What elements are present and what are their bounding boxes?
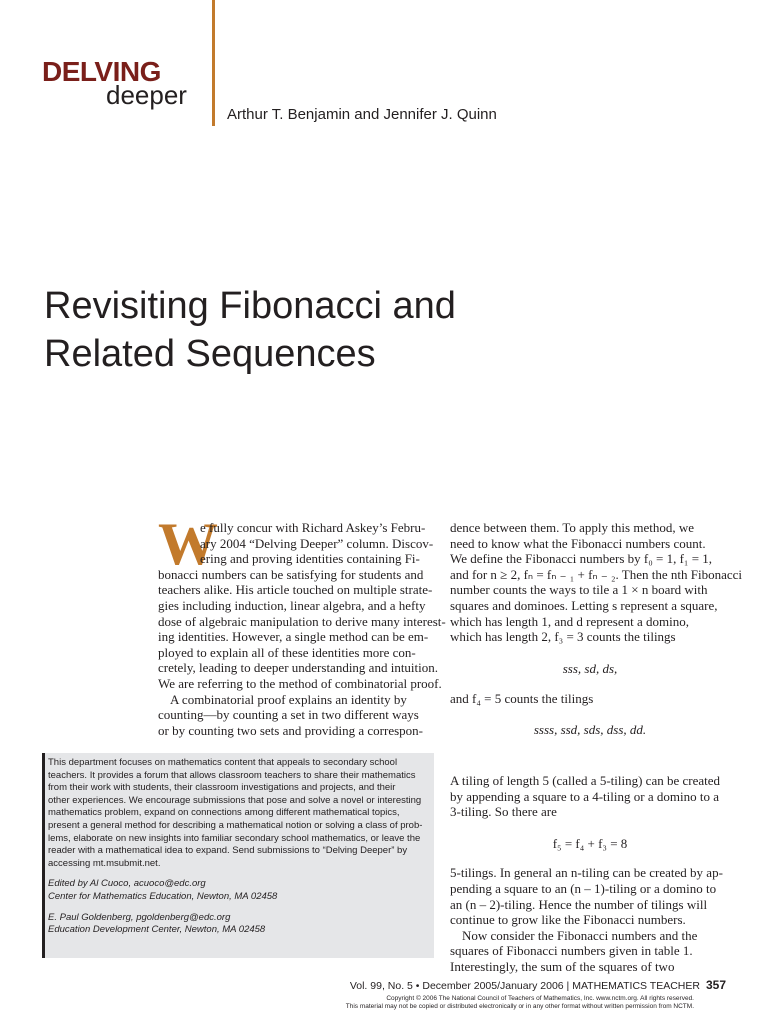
info-line: other experiences. We encourage submissions that pose and solve a novel or interesting [48, 794, 422, 806]
body-line: teachers alike. His article touched on multiple strate- [158, 582, 433, 598]
body-line: dose of algebraic manipulation to derive many interest- [158, 613, 446, 629]
drop-cap: W [158, 511, 218, 577]
body-line: counting—by counting a set in two different ways [158, 707, 419, 723]
info-line: from their work with students, their classroom investigations and projects, and their [48, 782, 396, 794]
body-line: Now consider the Fibonacci numbers and the [462, 927, 698, 943]
journal-citation: Vol. 99, No. 5 • December 2005/January 2006 | MATHEMATICS TEACHER [349, 980, 700, 992]
info-line: present a general method for describing a mathematical notion or solving a class of prob- [48, 819, 423, 831]
body-line: We define the Fibonacci numbers by f₀ = 1, f₁ = 1, [450, 551, 713, 567]
info-line: teachers. It provides a forum that allows classroom teachers to share their mathematics [48, 769, 416, 781]
page-number: 357 [705, 978, 726, 992]
body-line: which has length 1, and d represent a domino, [450, 613, 689, 629]
editor-affiliation: Education Development Center, Newton, MA 02458 [48, 924, 266, 936]
equation-tilings-3: sss, sd, ds, [562, 660, 618, 676]
department-info-text [48, 757, 430, 937]
body-line: number counts the ways to tile a 1 × n board with [450, 582, 708, 598]
copyright-line: This material may not be copied or distributed electronically or in any other format without written permission from NCTM. [345, 1003, 694, 1010]
body-line: and for n ≥ 2, fₙ = fₙ ₋ ₁ + fₙ ₋ ₂. Then the nth Fibonacci [450, 566, 743, 582]
info-line: reader with a mathematical idea to expand. Send submissions to “Delving Deeper” by [48, 845, 408, 857]
equation-f5: f₅ = f₄ + f₃ = 8 [552, 835, 628, 851]
department-logo-deeper: deeper [106, 80, 187, 110]
title-line: Related Sequences [44, 333, 376, 375]
body-line: A tiling of length 5 (called a 5-tiling) can be created [450, 773, 721, 788]
body-line: pending a square to an (n – 1)-tiling or a domino to [450, 880, 717, 896]
department-logo-delving: DELVING [42, 56, 161, 87]
copyright-line: Copyright © 2006 The National Council of Teachers of Mathematics, Inc. www.nctm.org. All rights reserved. [386, 995, 694, 1002]
title-line: Revisiting Fibonacci and [44, 285, 456, 327]
body-line: which has length 2, f₃ = 3 counts the tilings [450, 629, 676, 645]
info-line: This department focuses on mathematics content that appeals to secondary school [48, 757, 398, 768]
editor-affiliation: Center for Mathematics Education, Newton, MA 02458 [48, 890, 278, 902]
body-line: need to know what the Fibonacci numbers count. [450, 535, 706, 551]
body-line: gies including induction, linear algebra, and a hefty [158, 597, 426, 613]
equation-tilings-4: ssss, ssd, sds, dss, dd. [533, 721, 647, 737]
info-line: mathematics problem, expand on connections among different mathematical topics, [48, 807, 400, 819]
body-line: Interestingly, the sum of the squares of two [450, 958, 675, 974]
submission-link-line[interactable]: accessing mt.msubmit.net. [48, 857, 161, 869]
editor-line: Edited by Al Cuoco, acuoco@edc.org [48, 878, 206, 890]
body-line: bonacci numbers can be satisfying for students and [158, 566, 424, 582]
info-box-rule [42, 753, 45, 958]
article-title [44, 282, 644, 378]
body-line: cretely, leading to deeper understanding and intuition. [158, 660, 439, 676]
body-line: ployed to explain all of these identities more con- [158, 644, 416, 660]
info-line: lems, elaborate on new insights into familiar secondary school mathematics, or leave the [48, 832, 421, 844]
body-line: A combinatorial proof explains an identity by [170, 691, 407, 707]
body-line: ering and proving identities containing Fi- [200, 551, 420, 567]
editor-line: E. Paul Goldenberg, pgoldenberg@edc.org [48, 911, 231, 923]
body-column-left [158, 520, 446, 738]
body-line: and f₄ = 5 counts the tilings [450, 691, 594, 707]
body-line: by appending a square to a 4-tiling or a domino to a [450, 788, 719, 804]
header-divider-rule [212, 0, 215, 126]
body-column-right-continued [450, 773, 730, 975]
body-line: squares of Fibonacci numbers given in table 1. [450, 943, 693, 959]
body-line: 3-tiling. So there are [450, 804, 557, 820]
article-authors: Arthur T. Benjamin and Jennifer J. Quinn [227, 106, 497, 123]
page-footer [350, 978, 726, 992]
body-line: dence between them. To apply this method, we [450, 520, 694, 535]
body-line: e fully concur with Richard Askey’s Febru- [200, 520, 426, 535]
body-line: We are referring to the method of combinatorial proof. [158, 675, 442, 691]
body-line: ing identities. However, a single method can be em- [158, 629, 429, 645]
body-line: or by counting two sets and providing a correspon- [158, 722, 424, 738]
body-line: an (n – 2)-tiling. Hence the number of tilings will [450, 896, 708, 912]
body-column-right [450, 520, 743, 738]
body-line: ary 2004 “Delving Deeper” column. Discov- [200, 535, 434, 551]
body-line: 5-tilings. In general an n-tiling can be created by ap- [450, 865, 723, 881]
body-line: continue to grow like the Fibonacci numbers. [450, 912, 686, 928]
body-line: squares and dominoes. Letting s represent a square, [450, 597, 718, 613]
